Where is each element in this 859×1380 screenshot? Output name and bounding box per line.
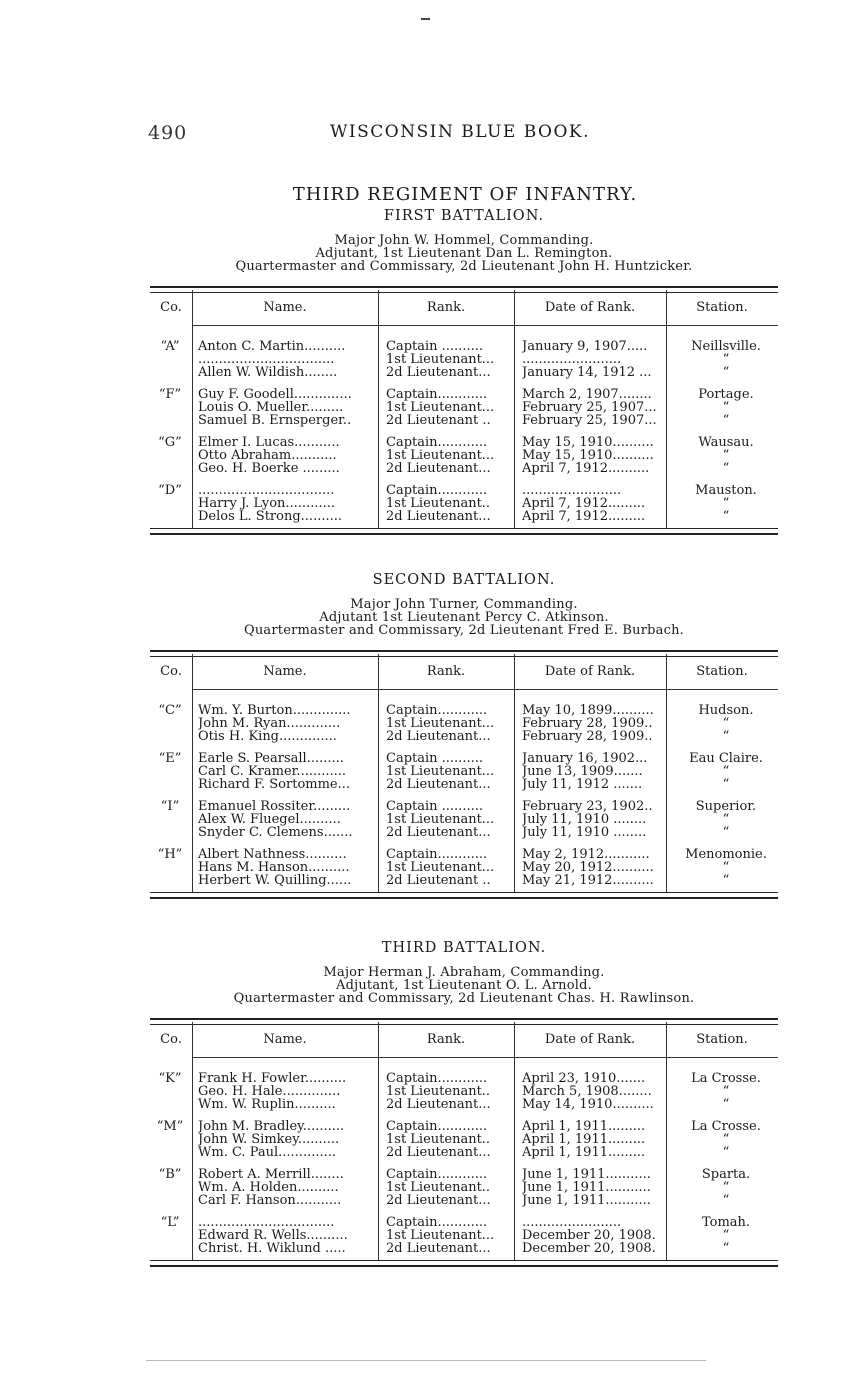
station: Portage. xyxy=(698,388,754,401)
officer-name: Christ. H. Wiklund ..... xyxy=(198,1242,346,1255)
table-bottom-rule xyxy=(150,892,778,899)
rank-date: April 7, 1912......... xyxy=(522,497,646,510)
station: “ xyxy=(722,1181,730,1194)
station: Menomonie. xyxy=(685,848,767,861)
staff-quartermaster: Quartermaster and Commissary, 2d Lieutenant John H. Huntzicker. xyxy=(235,259,693,274)
station: “ xyxy=(722,1229,730,1242)
station: “ xyxy=(722,497,730,510)
header-station: Station. xyxy=(696,300,748,315)
officer-name: Wm. Y. Burton.............. xyxy=(198,704,351,717)
officer-rank: 2d Lieutenant .. xyxy=(386,874,491,887)
company-group xyxy=(150,1120,778,1159)
print-mark-bottom xyxy=(146,1360,706,1361)
company-group xyxy=(150,436,778,475)
officer-name: John M. Ryan............. xyxy=(198,717,341,730)
table-row xyxy=(150,1216,778,1229)
header-name: Name. xyxy=(263,664,307,679)
officer-name: Allen W. Wildish........ xyxy=(198,366,338,379)
battalion-section-3 xyxy=(150,938,778,1267)
company-letter: “B” xyxy=(158,1167,182,1182)
rank-date: May 14, 1910.......... xyxy=(522,1098,654,1111)
company-group xyxy=(150,388,778,427)
table-row xyxy=(150,874,778,887)
table-row xyxy=(150,730,778,743)
officer-name: Earle S. Pearsall......... xyxy=(198,752,344,765)
rank-date: January 9, 1907..... xyxy=(522,340,648,353)
officer-rank: 2d Lieutenant... xyxy=(386,510,491,523)
staff-adjutant: Adjutant, 1st Lieutenant Dan L. Remington. xyxy=(315,246,613,261)
company-groups xyxy=(150,687,778,887)
header-station: Station. xyxy=(696,664,748,679)
table-row xyxy=(150,1168,778,1181)
officer-rank: 1st Lieutenant.. xyxy=(386,1133,491,1146)
station: “ xyxy=(722,826,730,839)
table-row xyxy=(150,717,778,730)
officer-rank: 2d Lieutenant... xyxy=(386,826,491,839)
table-row xyxy=(150,1194,778,1207)
battalion-title: FIRST BATTALION. xyxy=(383,208,545,224)
staff-adjutant: Adjutant 1st Lieutenant Percy C. Atkinson. xyxy=(319,610,609,625)
station: Sparta. xyxy=(701,1168,751,1181)
rank-date: February 23, 1902.. xyxy=(522,800,653,813)
officer-rank: Captain............ xyxy=(386,1072,488,1085)
company-group xyxy=(150,1168,778,1207)
header-co: Co. xyxy=(160,300,182,315)
station: “ xyxy=(722,1146,730,1159)
table-row xyxy=(150,462,778,475)
rank-date: June 1, 1911........... xyxy=(522,1181,651,1194)
officer-name: Herbert W. Quilling...... xyxy=(198,874,352,887)
table-row xyxy=(150,1146,778,1159)
station: Wausau. xyxy=(698,436,754,449)
rank-date: June 1, 1911........... xyxy=(522,1168,651,1181)
rank-date: ........................ xyxy=(522,484,622,497)
rank-date: May 15, 1910.......... xyxy=(522,436,654,449)
company-letter: “L” xyxy=(160,1215,180,1230)
staff-commander: Major Herman J. Abraham, Commanding. xyxy=(323,965,605,980)
rank-date: April 1, 1911......... xyxy=(522,1133,646,1146)
station: “ xyxy=(722,414,730,427)
officer-rank: 1st Lieutenant... xyxy=(386,765,495,778)
station: “ xyxy=(722,366,730,379)
table-row xyxy=(150,414,778,427)
table-row xyxy=(150,765,778,778)
station: “ xyxy=(722,813,730,826)
officer-rank: 1st Lieutenant.. xyxy=(386,497,491,510)
officer-rank: 1st Lieutenant... xyxy=(386,1229,495,1242)
station: Tomah. xyxy=(701,1216,751,1229)
officer-rank: Captain .......... xyxy=(386,752,483,765)
roster-table xyxy=(150,650,778,899)
company-letter: “G” xyxy=(158,435,182,450)
officer-rank: Captain............ xyxy=(386,1120,488,1133)
rank-date: May 15, 1910.......... xyxy=(522,449,654,462)
officer-name: ................................. xyxy=(198,353,335,366)
station: “ xyxy=(722,353,730,366)
battalion-title: SECOND BATTALION. xyxy=(372,572,556,588)
officer-name: Richard F. Sortomme... xyxy=(198,778,351,791)
officer-name: Elmer I. Lucas........... xyxy=(198,436,340,449)
table-row xyxy=(150,1085,778,1098)
table-row xyxy=(150,449,778,462)
company-groups xyxy=(150,1055,778,1255)
rank-date: February 25, 1907... xyxy=(522,414,657,427)
officer-rank: Captain............ xyxy=(386,436,488,449)
header-rank: Rank. xyxy=(426,1032,466,1047)
rank-date: April 7, 1912.......... xyxy=(522,462,650,475)
officer-name: Emanuel Rossiter......... xyxy=(198,800,351,813)
table-row xyxy=(150,1181,778,1194)
station: “ xyxy=(722,730,730,743)
station: Mauston. xyxy=(695,484,757,497)
company-group xyxy=(150,484,778,523)
staff-quartermaster: Quartermaster and Commissary, 2d Lieutenant Fred E. Burbach. xyxy=(244,623,684,638)
officer-rank: 2d Lieutenant... xyxy=(386,366,491,379)
header-date: Date of Rank. xyxy=(544,300,636,315)
company-letter: “A” xyxy=(160,339,180,354)
header-rank: Rank. xyxy=(426,300,466,315)
header-station: Station. xyxy=(696,1032,748,1047)
officer-rank: 1st Lieutenant... xyxy=(386,449,495,462)
rank-date: July 11, 1912 ....... xyxy=(522,778,643,791)
officer-name: Carl C. Kramer............ xyxy=(198,765,347,778)
rank-date: ........................ xyxy=(522,353,622,366)
battalion-section-1 xyxy=(150,206,778,535)
table-row xyxy=(150,401,778,414)
officer-name: Albert Nathness.......... xyxy=(198,848,347,861)
officer-rank: Captain............ xyxy=(386,1216,488,1229)
regiment-title: THIRD REGIMENT OF INFANTRY. xyxy=(292,184,638,205)
rank-date: January 14, 1912 ... xyxy=(522,366,652,379)
officer-rank: 2d Lieutenant... xyxy=(386,730,491,743)
header-rank: Rank. xyxy=(426,664,466,679)
rank-date: May 2, 1912........... xyxy=(522,848,650,861)
table-row xyxy=(150,388,778,401)
station: “ xyxy=(722,1242,730,1255)
officer-rank: 1st Lieutenant... xyxy=(386,861,495,874)
table-row xyxy=(150,510,778,523)
rank-date: January 16, 1902... xyxy=(522,752,648,765)
officer-name: Wm. C. Paul.............. xyxy=(198,1146,336,1159)
station: “ xyxy=(722,765,730,778)
rank-date: February 28, 1909.. xyxy=(522,717,653,730)
station: Neillsville. xyxy=(691,340,761,353)
station: La Crosse. xyxy=(691,1120,761,1133)
officer-rank: 1st Lieutenant.. xyxy=(386,1085,491,1098)
officer-rank: Captain............ xyxy=(386,388,488,401)
table-header xyxy=(150,293,778,323)
table-row xyxy=(150,778,778,791)
rank-date: April 23, 1910....... xyxy=(522,1072,646,1085)
table-row xyxy=(150,752,778,765)
header-name: Name. xyxy=(263,300,307,315)
station: “ xyxy=(722,510,730,523)
staff-commander: Major John Turner, Commanding. xyxy=(350,597,578,612)
table-row xyxy=(150,826,778,839)
table-row xyxy=(150,800,778,813)
officer-name: Otis H. King.............. xyxy=(198,730,337,743)
header-date: Date of Rank. xyxy=(544,664,636,679)
table-row xyxy=(150,704,778,717)
officer-name: Samuel B. Ernsperger.. xyxy=(198,414,352,427)
officer-name: Geo. H. Hale.............. xyxy=(198,1085,341,1098)
officer-rank: Captain............ xyxy=(386,484,488,497)
company-letter: “C” xyxy=(158,703,182,718)
station: “ xyxy=(722,462,730,475)
officer-name: Delos L. Strong.......... xyxy=(198,510,342,523)
officer-name: Wm. A. Holden.......... xyxy=(198,1181,339,1194)
officer-rank: 1st Lieutenant... xyxy=(386,717,495,730)
officer-name: Geo. H. Boerke ......... xyxy=(198,462,340,475)
officer-name: ................................. xyxy=(198,484,335,497)
company-letter: “H” xyxy=(157,847,183,862)
book-title: WISCONSIN BLUE BOOK. xyxy=(329,122,591,142)
header-co: Co. xyxy=(160,664,182,679)
table-row xyxy=(150,1133,778,1146)
officer-rank: 1st Lieutenant... xyxy=(386,401,495,414)
station: “ xyxy=(722,778,730,791)
table-row xyxy=(150,1229,778,1242)
officer-rank: 2d Lieutenant... xyxy=(386,1242,491,1255)
table-row xyxy=(150,848,778,861)
table-row xyxy=(150,1098,778,1111)
table-row xyxy=(150,1072,778,1085)
staff-adjutant: Adjutant, 1st Lieutenant O. L. Arnold. xyxy=(336,978,592,993)
table-header xyxy=(150,657,778,687)
officer-name: John W. Simkey.......... xyxy=(198,1133,340,1146)
table-row xyxy=(150,436,778,449)
table-row xyxy=(150,353,778,366)
company-letter: “M” xyxy=(156,1119,184,1134)
station: “ xyxy=(722,717,730,730)
officer-name: Guy F. Goodell.............. xyxy=(198,388,352,401)
battalion-section-2 xyxy=(150,570,778,899)
rank-date: ........................ xyxy=(522,1216,622,1229)
running-head xyxy=(140,118,780,142)
officer-name: John M. Bradley.......... xyxy=(198,1120,345,1133)
station: Superior. xyxy=(695,800,757,813)
rank-date: April 1, 1911......... xyxy=(522,1146,646,1159)
company-group xyxy=(150,340,778,379)
officer-rank: 1st Lieutenant... xyxy=(386,813,495,826)
station: “ xyxy=(722,861,730,874)
officer-rank: Captain............ xyxy=(386,704,488,717)
company-letter: “E” xyxy=(158,751,182,766)
table-bottom-rule xyxy=(150,528,778,535)
officer-rank: Captain .......... xyxy=(386,340,483,353)
officer-rank: Captain............ xyxy=(386,1168,488,1181)
table-top-rule xyxy=(150,1018,778,1025)
officer-rank: 2d Lieutenant... xyxy=(386,778,491,791)
staff-commander: Major John W. Hommel, Commanding. xyxy=(334,233,594,248)
officer-name: Frank H. Fowler.......... xyxy=(198,1072,347,1085)
officer-name: Louis O. Mueller......... xyxy=(198,401,344,414)
company-letter: “D” xyxy=(158,483,182,498)
roster-table xyxy=(150,286,778,535)
company-letter: “K” xyxy=(158,1071,182,1086)
officer-rank: 2d Lieutenant... xyxy=(386,1194,491,1207)
station: La Crosse. xyxy=(691,1072,761,1085)
table-bottom-rule xyxy=(150,1260,778,1267)
officer-name: Carl F. Hanson........... xyxy=(198,1194,342,1207)
officer-rank: Captain .......... xyxy=(386,800,483,813)
rank-date: December 20, 1908. xyxy=(522,1242,656,1255)
header-date: Date of Rank. xyxy=(544,1032,636,1047)
station: “ xyxy=(722,874,730,887)
officer-name: Robert A. Merrill........ xyxy=(198,1168,344,1181)
officer-name: Edward R. Wells.......... xyxy=(198,1229,348,1242)
roster-table xyxy=(150,1018,778,1267)
officer-name: Harry J. Lyon............ xyxy=(198,497,335,510)
page-number: 490 xyxy=(148,122,188,144)
header-name: Name. xyxy=(263,1032,307,1047)
rank-date: March 2, 1907........ xyxy=(522,388,652,401)
officer-name: Otto Abraham........... xyxy=(198,449,337,462)
station: “ xyxy=(722,1133,730,1146)
rank-date: June 1, 1911........... xyxy=(522,1194,651,1207)
table-row xyxy=(150,340,778,353)
rank-date: May 20, 1912.......... xyxy=(522,861,654,874)
officer-rank: 1st Lieutenant.. xyxy=(386,1181,491,1194)
officer-rank: Captain............ xyxy=(386,848,488,861)
rank-date: December 20, 1908. xyxy=(522,1229,656,1242)
company-group xyxy=(150,1216,778,1255)
table-row xyxy=(150,1242,778,1255)
rank-date: February 25, 1907... xyxy=(522,401,657,414)
company-group xyxy=(150,1072,778,1111)
station: “ xyxy=(722,401,730,414)
table-row xyxy=(150,484,778,497)
station: “ xyxy=(722,1194,730,1207)
officer-name: Anton C. Martin.......... xyxy=(198,340,346,353)
company-group xyxy=(150,704,778,743)
table-top-rule xyxy=(150,286,778,293)
company-letter: “I” xyxy=(160,799,180,814)
station: “ xyxy=(722,1085,730,1098)
officer-rank: 2d Lieutenant... xyxy=(386,1146,491,1159)
table-row xyxy=(150,861,778,874)
officer-name: Hans M. Hanson.......... xyxy=(198,861,350,874)
header-co: Co. xyxy=(160,1032,182,1047)
print-mark-top xyxy=(421,18,430,20)
station: “ xyxy=(722,1098,730,1111)
officer-name: ................................. xyxy=(198,1216,335,1229)
table-row xyxy=(150,813,778,826)
company-group xyxy=(150,752,778,791)
company-letter: “F” xyxy=(158,387,182,402)
battalion-title: THIRD BATTALION. xyxy=(381,940,547,956)
officer-rank: 2d Lieutenant .. xyxy=(386,414,491,427)
rank-date: March 5, 1908........ xyxy=(522,1085,652,1098)
officer-name: Wm. W. Ruplin.......... xyxy=(198,1098,336,1111)
staff-quartermaster: Quartermaster and Commissary, 2d Lieutenant Chas. H. Rawlinson. xyxy=(233,991,695,1006)
officer-name: Snyder C. Clemens....... xyxy=(198,826,353,839)
officer-rank: 1st Lieutenant... xyxy=(386,353,495,366)
table-row xyxy=(150,366,778,379)
table-top-rule xyxy=(150,650,778,657)
rank-date: July 11, 1910 ........ xyxy=(522,813,647,826)
table-header xyxy=(150,1025,778,1055)
officer-rank: 2d Lieutenant... xyxy=(386,1098,491,1111)
rank-date: May 21, 1912.......... xyxy=(522,874,654,887)
rank-date: June 13, 1909....... xyxy=(522,765,643,778)
company-groups xyxy=(150,323,778,523)
rank-date: April 1, 1911......... xyxy=(522,1120,646,1133)
officer-rank: 2d Lieutenant... xyxy=(386,462,491,475)
rank-date: May 10, 1899.......... xyxy=(522,704,654,717)
rank-date: July 11, 1910 ........ xyxy=(522,826,647,839)
company-group xyxy=(150,800,778,839)
company-group xyxy=(150,848,778,887)
table-row xyxy=(150,497,778,510)
table-row xyxy=(150,1120,778,1133)
rank-date: April 7, 1912......... xyxy=(522,510,646,523)
station: Eau Claire. xyxy=(689,752,763,765)
station: Hudson. xyxy=(698,704,754,717)
rank-date: February 28, 1909.. xyxy=(522,730,653,743)
station: “ xyxy=(722,449,730,462)
officer-name: Alex W. Fluegel.......... xyxy=(198,813,341,826)
